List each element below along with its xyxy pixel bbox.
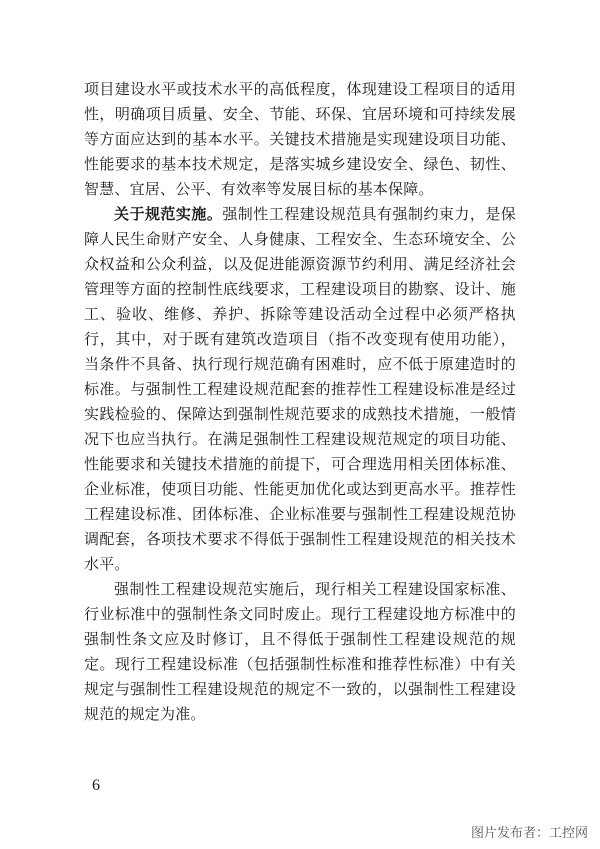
- paragraph-2-body: 强制性工程建设规范具有强制约束力，是保障人民生命财产安全、人身健康、工程安全、生态环境安全、公众权益和公众利益，以及促进能源资源节约利用、满足经济社会管理等方面的控制性底线要求，工程建设项目的勘察、设计、施工、验收、维修、养护、拆除等建设活动全过程中必须严格执行，其中，对于既有建筑改造项目（指不改变现有使用功能），当条件不具备、执行现行规范确有困难时，应不低于原建造时的标准。与强制性工程建设规范配套的推荐性工程建设标准是经过实践检验的、保障达到强制性规范要求的成熟技术措施，一般情况下也应当执行。在满足强制性工程建设规范规定的项目功能、性能要求和关键技术措施的前提下，可合理选用相关团体标准、企业标准，使项目功能、性能更加优化或达到更高水平。推荐性工程建设标准、团体标准、企业标准要与强制性工程建设规范协调配套，各项技术要求不得低于强制性工程建设规范的相关技术水平。: [84, 205, 516, 573]
- paragraph-2-lead: 关于规范实施。: [114, 205, 223, 223]
- paragraph-3: 强制性工程建设规范实施后，现行相关工程建设国家标准、行业标准中的强制性条文同时废止。现行工程建设地方标准中的强制性条文应及时修订，且不得低于强制性工程建设规范的规定。现行工程建设标准（包括强制性标准和推荐性标准）中有关规定与强制性工程建设规范的规定不一致的，以强制性工程建设规范的规定为准。: [84, 580, 516, 723]
- paragraph-2: [84, 202, 516, 577]
- paragraph-1: 项目建设水平或技术水平的高低程度，体现建设工程项目的适用性，明确项目质量、安全、节能、环保、宜居环境和可持续发展等方面应达到的基本水平。关键技术措施是实现建设项目功能、性能要求的基本技术规定，是落实城乡建设安全、绿色、韧性、智慧、宜居、公平、有效率等发展目标的基本保障。: [84, 80, 516, 198]
- publisher-watermark: 图片发布者：工控网: [470, 826, 588, 841]
- document-body: [84, 77, 516, 727]
- page-number: 6: [92, 777, 100, 794]
